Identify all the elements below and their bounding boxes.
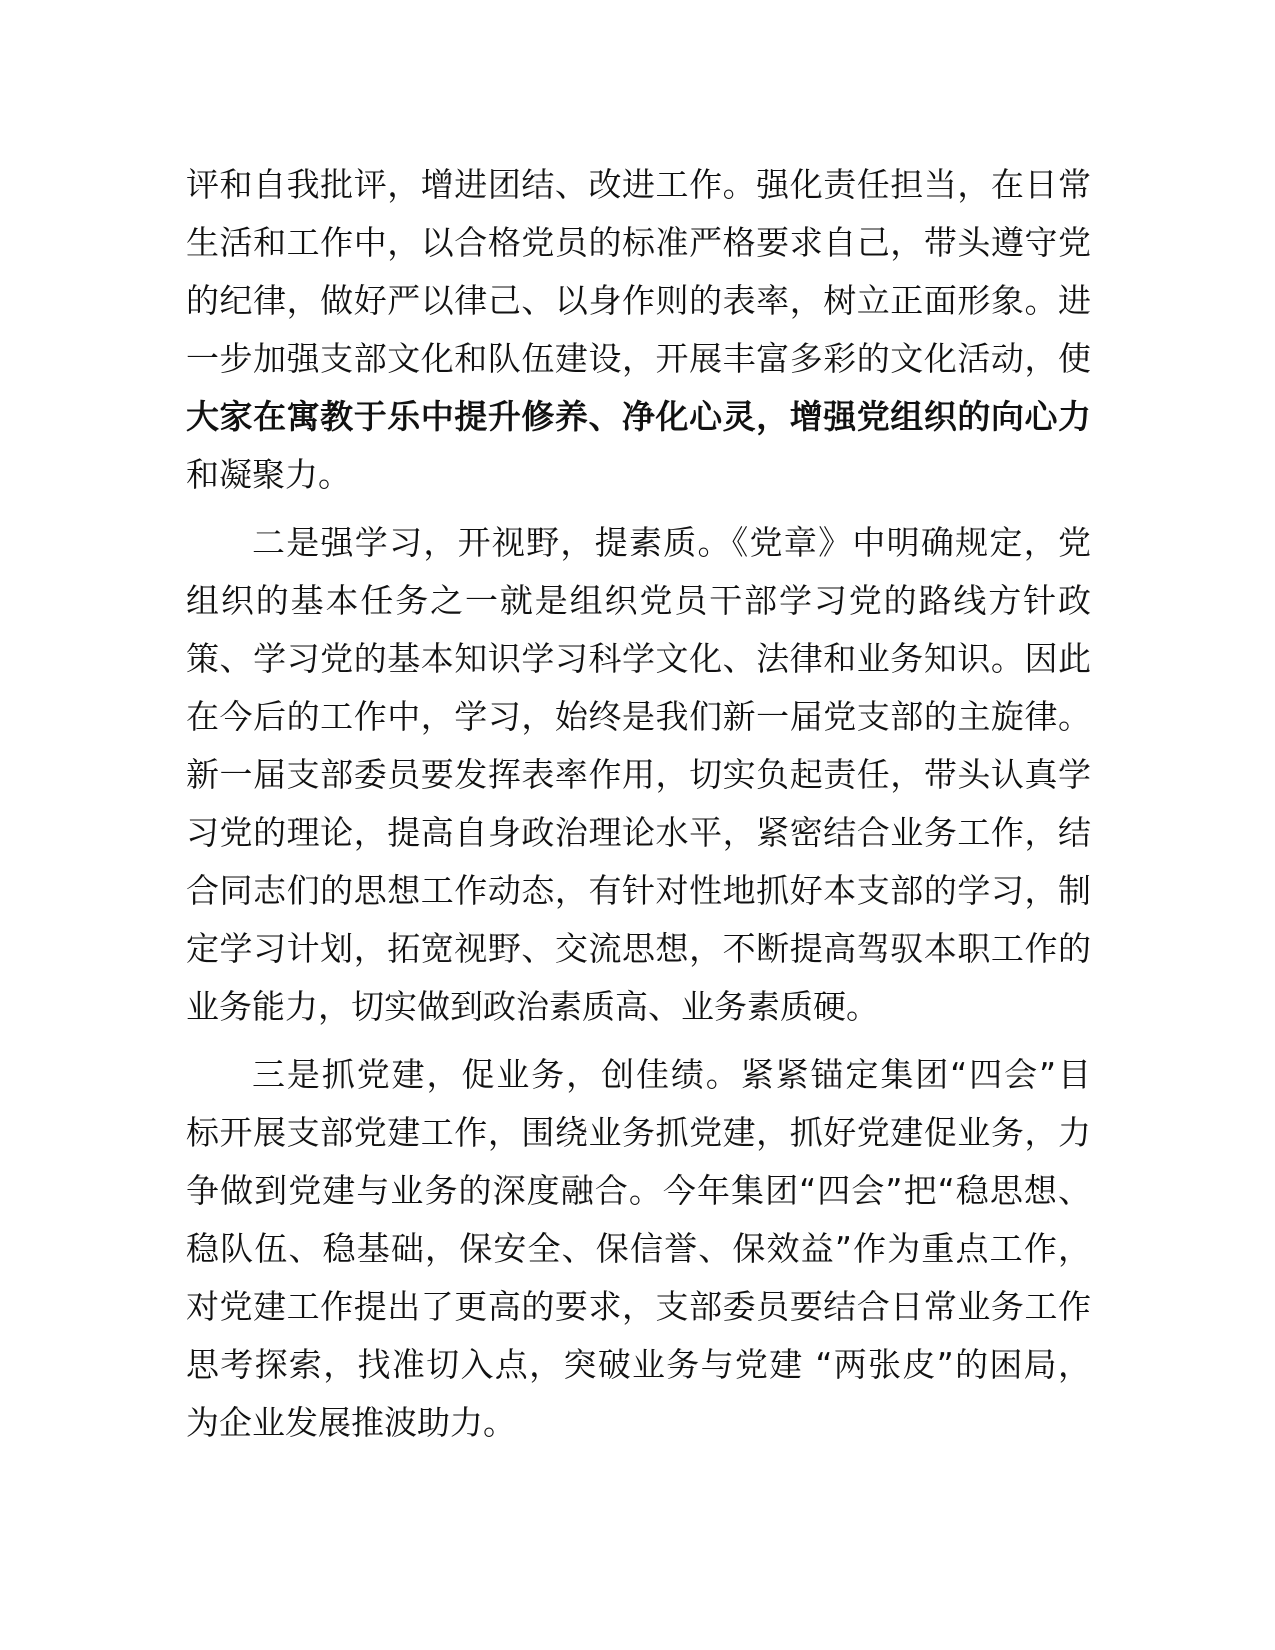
text-line: 标开展支部党建工作，围绕业务抓党建，抓好党建促业务，力 xyxy=(186,1113,1091,1152)
text-line: 为企业发展推波助力。 xyxy=(186,1403,516,1442)
text-line: 大家在寓教于乐中提升修养、净化心灵，增强党组织的向心力 xyxy=(186,397,1091,436)
document-body xyxy=(186,156,1091,1452)
text-line: 对党建工作提出了更高的要求，支部委员要结合日常业务工作 xyxy=(186,1287,1091,1326)
text-line: 合同志们的思想工作动态，有针对性地抓好本支部的学习，制 xyxy=(186,871,1091,910)
paragraph-1 xyxy=(186,156,1091,504)
paragraph-spacer xyxy=(186,504,1091,514)
text-line: 新一届支部委员要发挥表率作用，切实负起责任，带头认真学 xyxy=(186,755,1091,794)
text-line: 定学习计划，拓宽视野、交流思想，不断提高驾驭本职工作的 xyxy=(186,929,1091,968)
text-line: 组织的基本任务之一就是组织党员干部学习党的路线方针政 xyxy=(186,581,1091,620)
text-line: 策、学习党的基本知识学习科学文化、法律和业务知识。因此 xyxy=(186,639,1091,678)
paragraph-spacer xyxy=(186,1036,1091,1046)
text-line: 稳队伍、稳基础，保安全、保信誉、保效益”作为重点工作， xyxy=(186,1229,1091,1268)
text-line: 争做到党建与业务的深度融合。今年集团“四会”把“稳思想、 xyxy=(186,1171,1091,1210)
text-line: 思考探索，找准切入点，突破业务与党建 “两张皮”的困局， xyxy=(186,1345,1091,1384)
text-line: 一步加强支部文化和队伍建设，开展丰富多彩的文化活动，使 xyxy=(186,339,1091,378)
text-line: 二是强学习，开视野，提素质。《党章》中明确规定，党 xyxy=(252,523,1091,562)
text-line: 三是抓党建，促业务，创佳绩。紧紧锚定集团“四会”目 xyxy=(252,1055,1091,1094)
text-line: 在今后的工作中，学习，始终是我们新一届党支部的主旋律。 xyxy=(186,697,1091,736)
text-line: 和凝聚力。 xyxy=(186,455,351,494)
paragraph-2 xyxy=(186,514,1091,1036)
text-line: 业务能力，切实做到政治素质高、业务素质硬。 xyxy=(186,987,879,1026)
text-line: 习党的理论，提高自身政治理论水平，紧密结合业务工作，结 xyxy=(186,813,1091,852)
text-line: 的纪律，做好严以律己、以身作则的表率，树立正面形象。进 xyxy=(186,281,1091,320)
paragraph-3 xyxy=(186,1046,1091,1452)
text-line: 生活和工作中，以合格党员的标准严格要求自己，带头遵守党 xyxy=(186,223,1091,262)
text-line: 评和自我批评，增进团结、改进工作。强化责任担当，在日常 xyxy=(186,165,1091,204)
